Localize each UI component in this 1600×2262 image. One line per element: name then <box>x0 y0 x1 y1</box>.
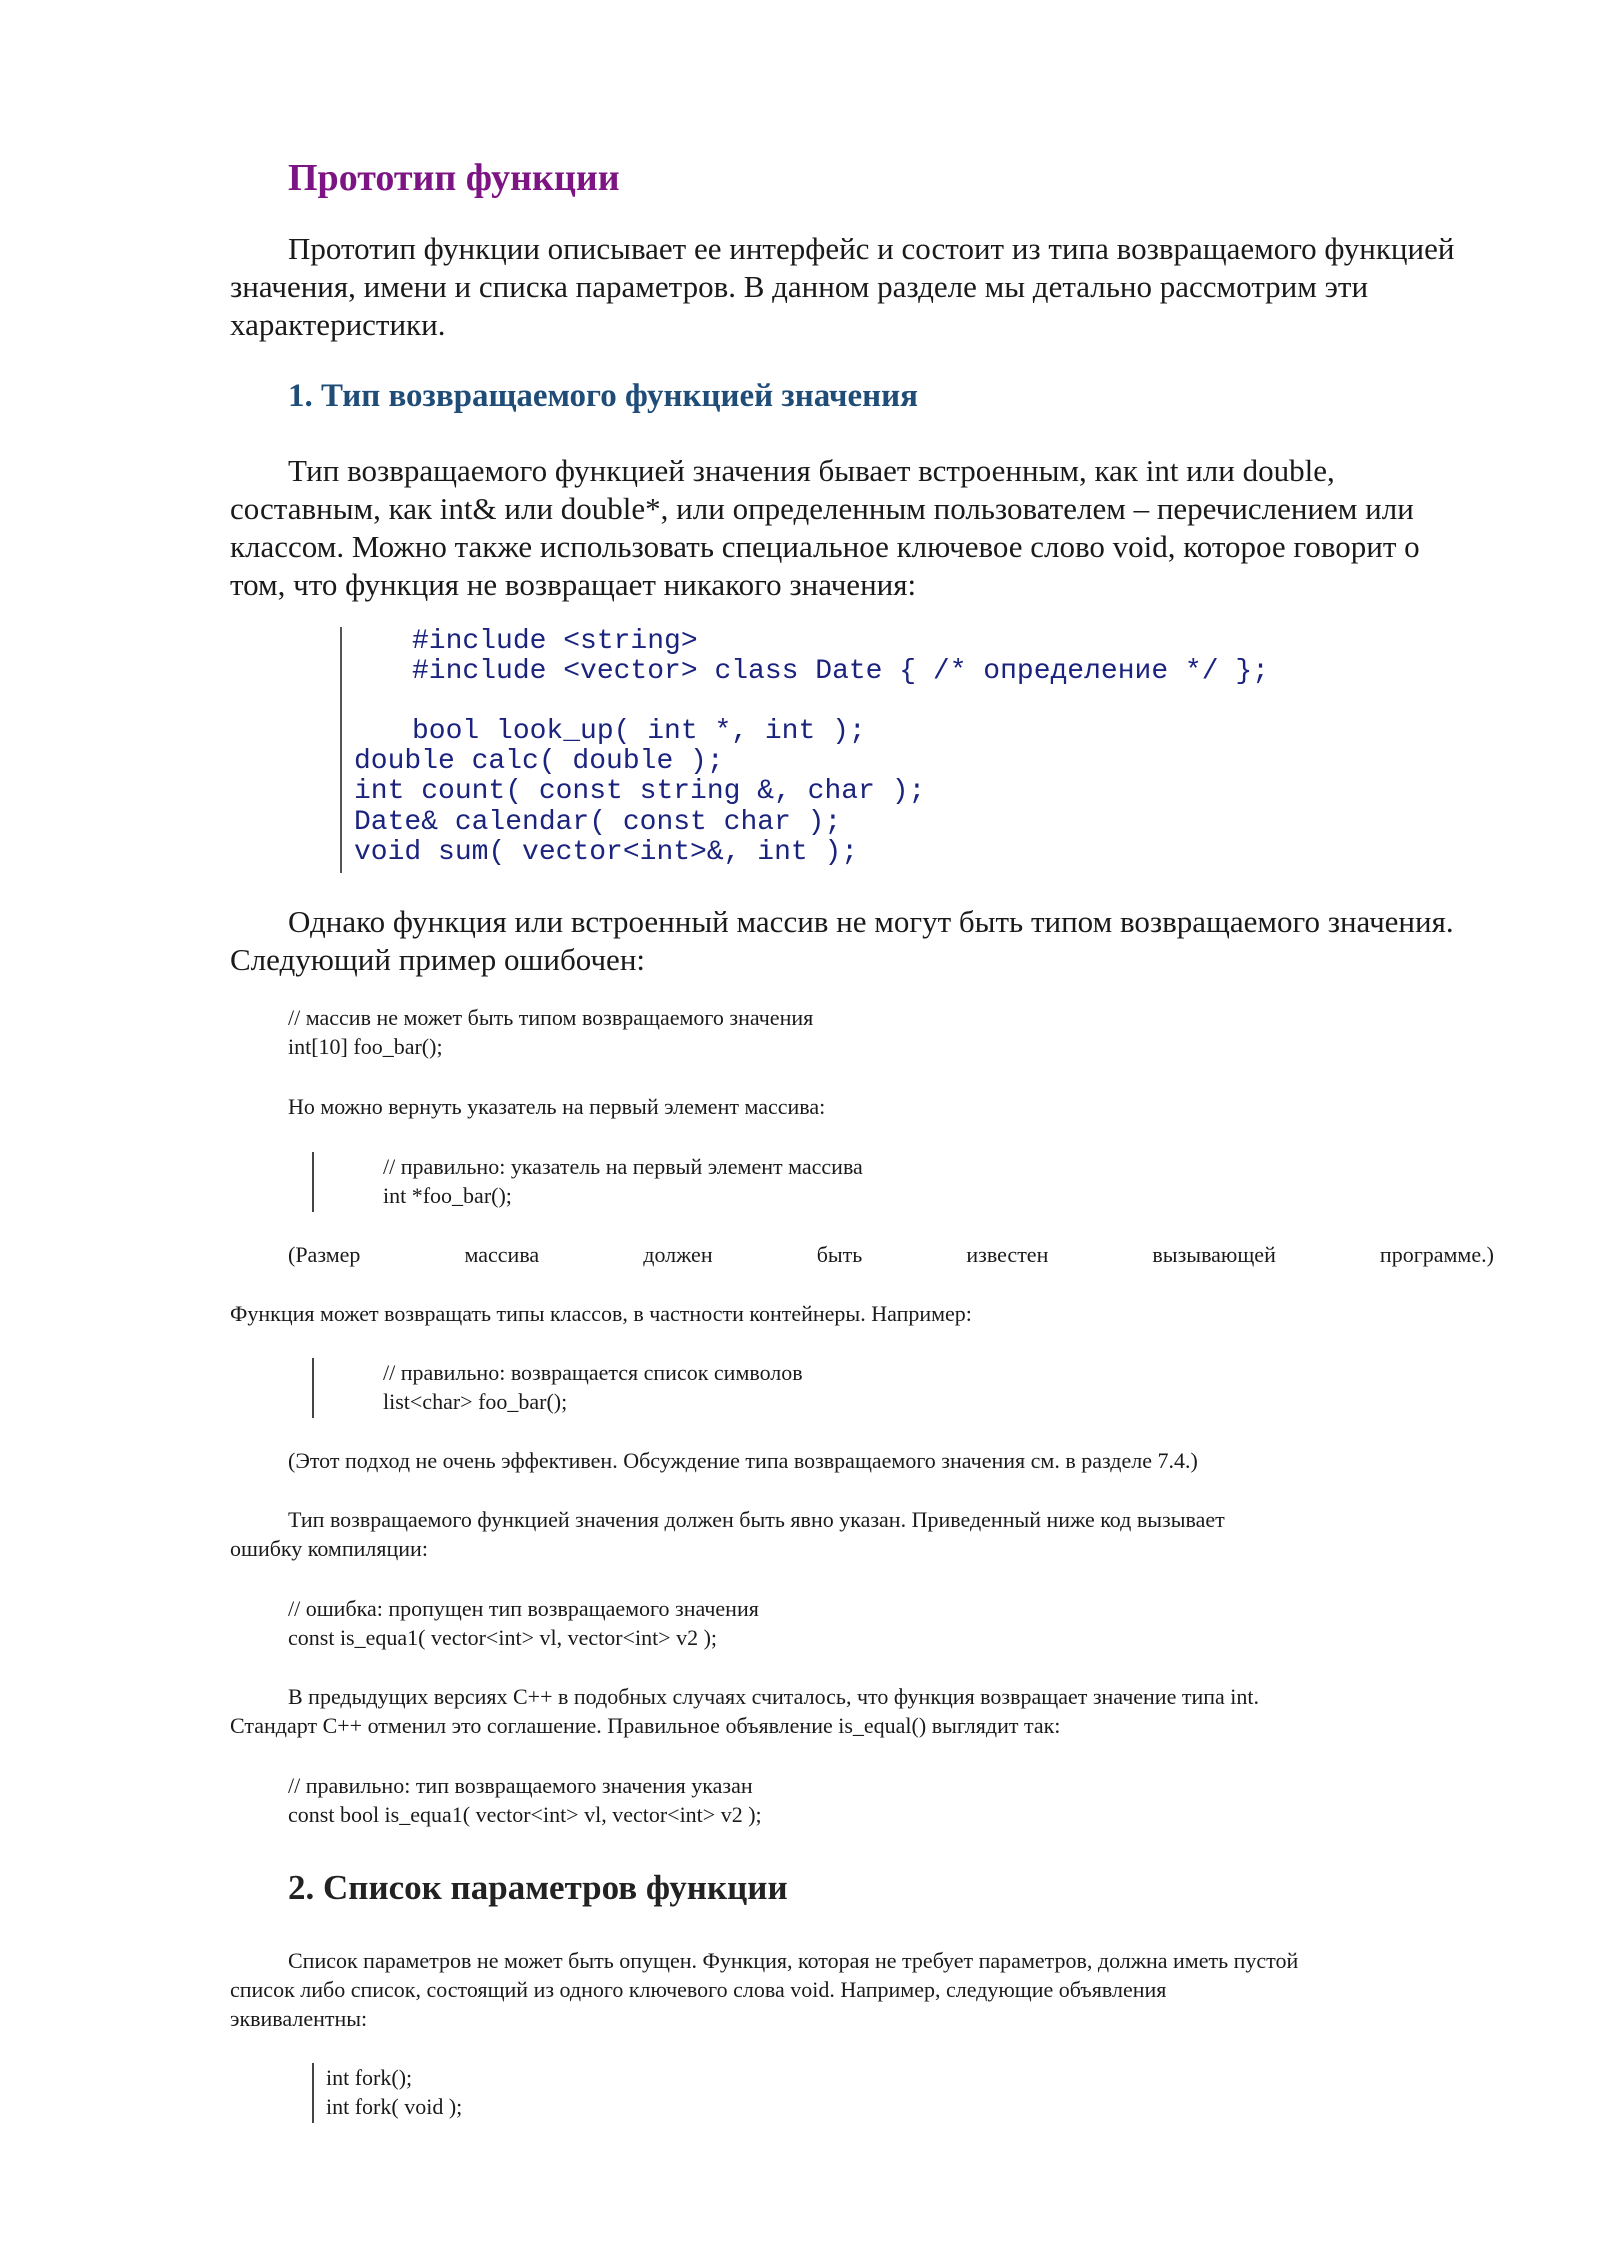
code-line: const bool is_equa1( vector<int> vl, vector<int> v2 ); <box>288 1802 762 1827</box>
explicit-line-1: Тип возвращаемого функцией значения должен быть явно указан. Приведенный ниже код вызывает <box>288 1507 1225 1532</box>
code-line: // правильно: тип возвращаемого значения указан <box>288 1773 753 1798</box>
code-line: int count( const string &, char ); <box>354 776 926 807</box>
code-bar <box>312 1152 314 1212</box>
pointer-note: Но можно вернуть указатель на первый элемент массива: <box>288 1094 826 1119</box>
code-line: int *foo_bar(); <box>383 1183 512 1208</box>
size-note-word: должен <box>643 1242 713 1267</box>
history-line-1: В предыдущих версиях С++ в подобных случаях считалось, что функция возвращает значение типа int. <box>288 1684 1259 1709</box>
code-line: #include <vector> class Date { /* определение */ }; <box>412 656 1269 687</box>
intro-line-1: Прототип функции описывает ее интерфейс и состоит из типа возвращаемого функцией <box>288 231 1455 266</box>
s1p2-line-2: Следующий пример ошибочен: <box>230 942 646 977</box>
size-note-word: (Размер <box>288 1242 361 1267</box>
code-line: int fork(); <box>326 2065 413 2090</box>
code-line: int[10] foo_bar(); <box>288 1034 443 1059</box>
size-note-word: известен <box>966 1242 1049 1267</box>
s1p2-line-1: Однако функция или встроенный массив не могут быть типом возвращаемого значения. <box>288 904 1454 939</box>
page-title: Прототип функции <box>288 157 620 199</box>
section2-paragraph <box>230 1946 1494 2033</box>
code-line: const is_equa1( vector<int> vl, vector<int> v2 ); <box>288 1625 718 1650</box>
code-block-missing-type <box>288 1594 759 1652</box>
history-line-2: Стандарт С++ отменил это соглашение. Правильное объявление is_equal() выглядит так: <box>230 1713 1061 1738</box>
intro-paragraph <box>230 230 1494 344</box>
code-line: void sum( vector<int>&, int ); <box>354 837 859 868</box>
intro-line-2: значения, имени и списка параметров. В данном разделе мы детально рассмотрим эти <box>230 269 1369 304</box>
code-line: bool look_up( int *, int ); <box>412 716 866 747</box>
code-line: // массив не может быть типом возвращаемого значения <box>288 1005 814 1030</box>
efficiency-note: (Этот подход не очень эффективен. Обсуждение типа возвращаемого значения см. в разделе 7.4.) <box>288 1448 1198 1473</box>
code-line: // правильно: возвращается список символов <box>383 1360 803 1385</box>
section2-heading: 2. Список параметров функции <box>288 1868 788 1907</box>
size-note-word: программе.) <box>1379 1242 1494 1267</box>
size-note-word: вызывающей <box>1152 1242 1276 1267</box>
code-block-pointer <box>383 1152 863 1210</box>
code-block-declarations <box>340 627 1342 873</box>
explicit-line-2: ошибку компиляции: <box>230 1536 428 1561</box>
size-note-word: быть <box>816 1242 863 1267</box>
code-line: // ошибка: пропущен тип возвращаемого значения <box>288 1596 759 1621</box>
s1p1-line-2: составным, как int& или double*, или определенным пользователем – перечислением или <box>230 491 1414 526</box>
section1-paragraph-1 <box>230 452 1494 604</box>
code-line: // правильно: указатель на первый элемент массива <box>383 1154 863 1179</box>
code-block-array-error <box>288 1003 813 1061</box>
code-bar <box>312 2063 314 2123</box>
s1p1-line-3: классом. Можно также использовать специальное ключевое слово void, которое говорит о <box>230 529 1420 564</box>
code-line: list<char> foo_bar(); <box>383 1389 568 1414</box>
classes-note: Функция может возвращать типы классов, в частности контейнеры. Например: <box>230 1301 972 1326</box>
code-block-fork <box>326 2063 462 2121</box>
code-block-list <box>383 1358 803 1416</box>
section1-paragraph-2 <box>230 903 1494 979</box>
code-line: double calc( double ); <box>354 746 724 777</box>
s1p1-line-1: Тип возвращаемого функцией значения бывает встроенным, как int или double, <box>288 453 1335 488</box>
code-line: #include <string> <box>412 626 698 657</box>
code-line: Date& calendar( const char ); <box>354 807 842 838</box>
s1p1-line-4: том, что функция не возвращает никакого значения: <box>230 567 917 602</box>
intro-line-3: характеристики. <box>230 307 446 342</box>
history-note <box>230 1682 1494 1740</box>
size-note-word: массива <box>464 1242 540 1267</box>
code-line: int fork( void ); <box>326 2094 463 2119</box>
size-note <box>288 1240 1494 1269</box>
s2-line-2: список либо список, состоящий из одного ключевого слова void. Например, следующие объявления <box>230 1977 1167 2002</box>
section1-heading: 1. Тип возвращаемого функцией значения <box>288 378 919 414</box>
code-block-correct-type <box>288 1771 762 1829</box>
explicit-type-note <box>230 1505 1494 1563</box>
s2-line-1: Список параметров не может быть опущен. Функция, которая не требует параметров, должна иметь пустой <box>288 1948 1299 1973</box>
s2-line-3: эквивалентны: <box>230 2006 368 2031</box>
code-bar <box>312 1358 314 1418</box>
